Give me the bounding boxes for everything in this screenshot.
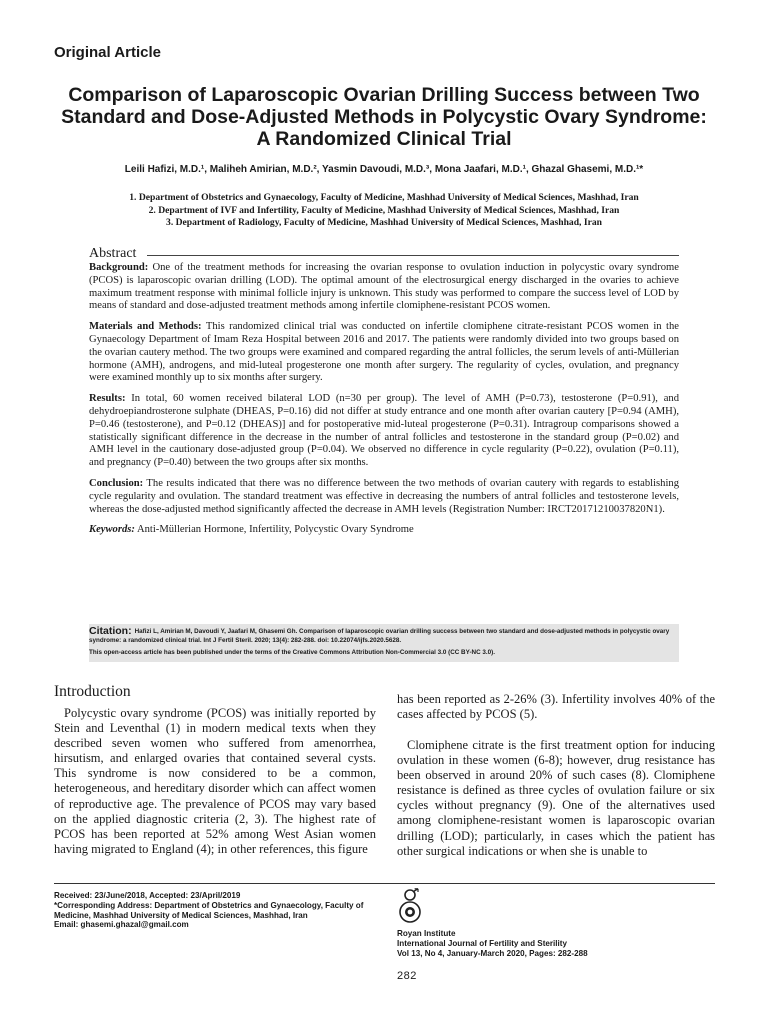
corresponding-address: *Corresponding Address: Department of Obstetrics and Gynaecology, Faculty of Medicine, Mashhad University of Medical Sciences, Mashhad, Iran bbox=[54, 900, 364, 920]
title-line: Comparison of Laparoscopic Ovarian Drilling Success between Two bbox=[68, 84, 700, 106]
royan-institute-logo-icon bbox=[396, 888, 424, 924]
article-title bbox=[40, 84, 728, 150]
abstract-keywords bbox=[89, 524, 679, 537]
journal-volume: Vol 13, No 4, January-March 2020, Pages: 282-288 bbox=[397, 948, 588, 958]
abstract-background bbox=[89, 262, 679, 313]
introduction-column-2-paragraph-2: Clomiphene citrate is the first treatment option for inducing ovulation in these women (6-8); however, drug resistance has been observed in around 20% of such cases (8). Clomiphene resistance is defined as three cycles of ovulation failure or six cycles without pregnancy (9). One of the alternatives used among clomiphene-resistant women is laparoscopic ovarian drilling (LOD); particularly, in cases which the patient has other surgical indications or when she is unable to bbox=[397, 738, 715, 858]
background-text: One of the treatment methods for increasing the ovarian response to ovulation induction in polycystic ovary syndrome (PCOS) is laparoscopic ovarian drilling (LOD). The optimal amount of the electrosurgical energy discharged in the ovaries to achieve maximum treatment response with minimal follicle injury is unknown. This study was performed to compare the success level of LOD by means of standard and dose-adjusted treatment methods among infertile clomiphene-resistant PCOS women. bbox=[89, 262, 679, 312]
received-dates: Received: 23/June/2018, Accepted: 23/April/2019 bbox=[54, 891, 241, 900]
background-label: Background: bbox=[89, 262, 149, 273]
license-notice: This open-access article has been published under the terms of the Creative Commons Attribution Non-Commercial 3.0 (CC BY-NC 3.0). bbox=[89, 649, 495, 656]
journal-info bbox=[397, 929, 715, 958]
title-line: Standard and Dose-Adjusted Methods in Polycystic Ovary Syndrome: bbox=[61, 106, 707, 128]
conclusion-text: The results indicated that there was no difference between the two methods of ovarian cautery with regards to establishing cycle regularity and ovulation. The standard treatment was effective in decreasing the numbers of antral follicles and testosterone levels, whereas the dose-adjusted method significantly affected the decrease in AMH levels (Registration Number: IRCT20171210037820N1). bbox=[89, 477, 679, 515]
title-line: A Randomized Clinical Trial bbox=[256, 128, 512, 150]
keywords-label: Keywords: bbox=[89, 524, 135, 536]
abstract-conclusion bbox=[89, 478, 679, 516]
citation-box bbox=[89, 624, 679, 662]
affiliation-1: 1. Department of Obstetrics and Gynaecology, Faculty of Medicine, Mashhad University of Medical Sciences, Mashhad, Iran bbox=[129, 192, 639, 203]
introduction-column-2-paragraph-1: has been reported as 2-26% (3). Infertility involves 40% of the cases affected by PCOS (5). bbox=[397, 692, 715, 722]
affiliations bbox=[40, 192, 728, 230]
journal-name: International Journal of Fertility and Sterility bbox=[397, 938, 567, 948]
results-label: Results: bbox=[89, 393, 126, 405]
footer-divider bbox=[54, 883, 715, 884]
affiliation-3: 3. Department of Radiology, Faculty of Medicine, Mashhad University of Medical Sciences, Mashhad, Iran bbox=[166, 217, 602, 228]
corresponding-email: Email: ghasemi.ghazal@gmail.com bbox=[54, 920, 189, 930]
introduction-column-1: Polycystic ovary syndrome (PCOS) was initially reported by Stein and Leventhal (1) in modern medical texts when they described seven women who suffered from amenorrhea, hirsutism, and enlarged ovaries that contained several cysts. This syndrome is now considered to be a common, heterogeneous, and hereditary disorder which can affect women of reproductive age. The prevalence of PCOS may vary based on the applied diagnostic criteria (2, 3). The highest rate of PCOS has been reported at 52% among West Asian women having migrated to England (4); in other references, this figure bbox=[54, 706, 376, 856]
introduction-heading: Introduction bbox=[54, 683, 131, 700]
page-number: 282 bbox=[397, 970, 417, 982]
methods-label: Materials and Methods: bbox=[89, 321, 202, 333]
citation bbox=[89, 627, 679, 645]
article-type-label: Original Article bbox=[54, 44, 161, 61]
affiliation-2: 2. Department of IVF and Infertility, Faculty of Medicine, Mashhad University of Medical Sciences, Mashhad, Iran bbox=[148, 204, 620, 216]
methods-text: This randomized clinical trial was conducted on infertile clomiphene citrate-resistant PCOS women in the Gynaecology Department of Imam Reza Hospital between 2016 and 2017. The patients were randomly divided into two groups based on the ovarian cautery method. The two groups were examined and compared regarding the antral follicles, the serum levels of anti-Müllerian hormone (AMH), androgens, and mid-luteal progesterone one month after surgery. The regularity of cycles, ovulation, and pregnancy were examined monthly up to six months after surgery. bbox=[89, 321, 679, 384]
footer-correspondence bbox=[54, 891, 379, 930]
abstract-results bbox=[89, 393, 679, 470]
publisher-name: Royan Institute bbox=[397, 929, 456, 938]
keywords-text: Anti-Müllerian Hormone, Infertility, Polycystic Ovary Syndrome bbox=[134, 524, 414, 536]
citation-text: Hafizi L, Amirian M, Davoudi Y, Jaafari M, Ghasemi Gh. Comparison of laparoscopic ovarian drilling success between two standard and dose-adjusted methods in polycystic ovary syndrome: a randomized clinical trial. Int J Fertil Steril. 2020; 13(4): 282-288. doi: 10.22074/ijfs.2020.5628. bbox=[89, 628, 670, 644]
results-text: In total, 60 women received bilateral LOD (n=30 per group). The level of AMH (P=0.73), testosterone (P=0.91), and dehydroepiandrosterone sulphate (DHEAS, P=0.16) did not differ at study entrance and one month after ovarian cautery [P=0.94 (AMH), P=0.46 (testosterone), and P=0.12 (DHEAS)] and for postoperative mid-luteal progesterone (P=0.31). Intragroup comparisons showed a statistically significant difference in the decrease in the number of antral follicles and testosterone in the standard group (P=0.02) and AMH level in the cautionary dose-adjusted group (P=0.04). We observed no difference in cycle regularity (P=0.22), ovulation (P=0.11), and pregnancy (P=0.40) between the two groups after six months. bbox=[89, 393, 679, 469]
abstract-heading: Abstract bbox=[89, 246, 137, 261]
abstract-methods bbox=[89, 321, 679, 385]
conclusion-label: Conclusion: bbox=[89, 477, 144, 489]
abstract-divider bbox=[147, 255, 679, 256]
abstract-body bbox=[89, 262, 679, 545]
citation-label: Citation: bbox=[89, 625, 132, 637]
author-list: Leili Hafizi, M.D.¹, Maliheh Amirian, M.D.², Yasmin Davoudi, M.D.³, Mona Jaafari, M.D.¹, Ghazal Ghasemi, M.D.¹* bbox=[124, 164, 644, 175]
